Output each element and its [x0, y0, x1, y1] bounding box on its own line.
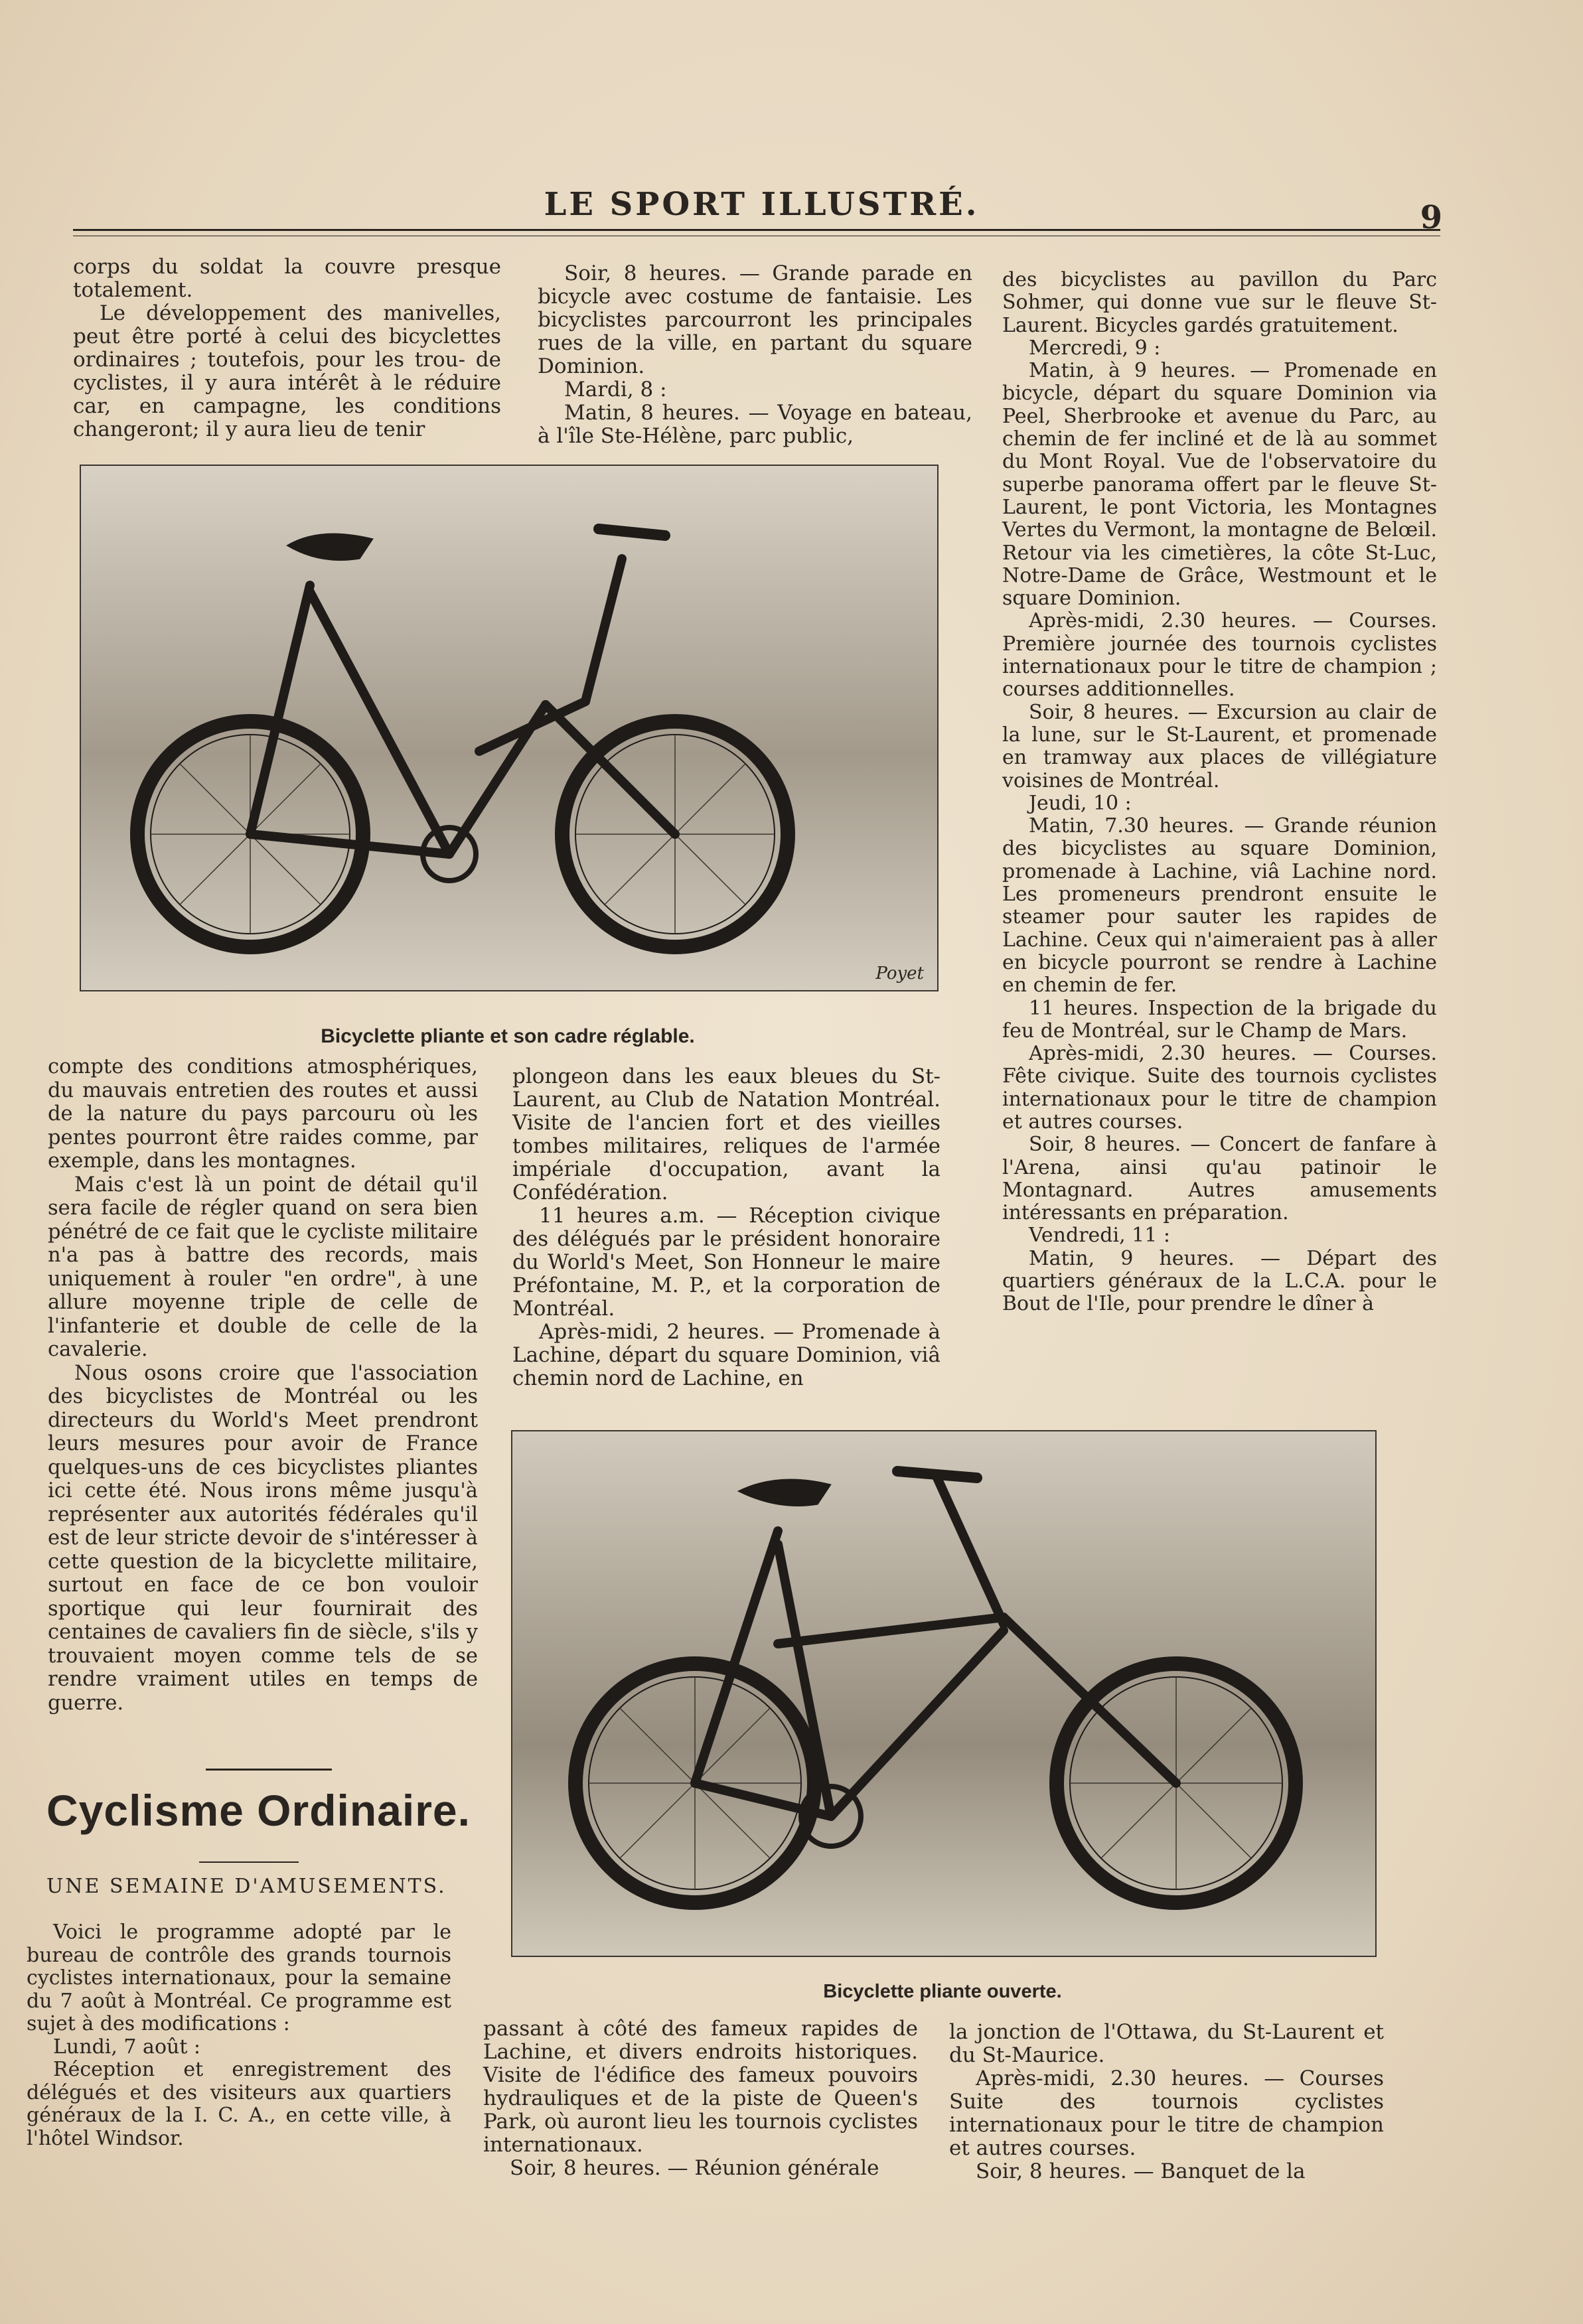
figure-caption-2: Bicyclette pliante ouverte. — [823, 1981, 1062, 2002]
column-1-bottom — [27, 1921, 451, 2150]
paragraph: Matin, 8 heures. — Voyage en bateau, à l'île Ste-Hélène, parc public, — [538, 401, 972, 448]
page-header — [73, 179, 1450, 236]
engraver-signature: Poyet — [875, 964, 924, 983]
paragraph: Voici le programme adopté par le bureau de contrôle des grands tournois cyclistes internationaux, pour la semaine du 7 août à Montréal. Ce programme est sujet à des modifications : — [27, 1921, 451, 2035]
paragraph: Après-midi, 2.30 heures. — Courses Suite des tournois cyclistes internationaux pour le titre de champion et autres courses. — [949, 2067, 1384, 2160]
masthead-title: LE SPORT ILLUSTRÉ. — [544, 186, 980, 223]
open-folding-bicycle-illustration — [511, 1430, 1377, 1957]
header-rule — [73, 229, 1440, 231]
paragraph: Jeudi, 10 : — [1029, 791, 1132, 815]
column-1-top — [73, 255, 501, 441]
paragraph: Vendredi, 11 : — [1029, 1224, 1170, 1248]
paragraph: Mais c'est là un point de détail qu'il sera facile de régler quand on sera bien pénétré de ce fait que le cycliste militaire n'a pas à battre des records, mais uniquement à rouler "en ordre", à une allure moyenne triple de celle de l'infanterie et double de celle de la cavalerie. — [48, 1173, 478, 1361]
section-subtitle: UNE SEMAINE D'AMUSEMENTS. — [46, 1875, 447, 1898]
column-2-bottom — [483, 2017, 918, 2180]
paragraph: Matin, 7.30 heures. — Grande réunion des bicyclistes au square Dominion, promenade à Lachine, viâ Lachine nord. Les promeneurs prendront ensuite le steamer pour sauter les rapides de Lachine. Ceux qui n'aimeraient pas à aller en bicycle pourront se rendre à Lachine en chemin de fer. — [1002, 814, 1437, 997]
page-number: 9 — [1420, 199, 1442, 236]
paragraph: Soir, 8 heures. — Grande parade en bicycle avec costume de fantaisie. Les bicyclistes parcourront les principales rues de la ville, en partant du square Dominion. — [538, 261, 972, 378]
section-divider-small — [199, 1861, 299, 1863]
paragraph: Matin, 9 heures. — Départ des quartiers généraux de la L.C.A. pour le Bout de l'Ile, pour prendre le dîner à — [1002, 1246, 1437, 1316]
paragraph: Matin, à 9 heures. — Promenade en bicycle, départ du square Dominion via Peel, Sherbrooke et avenue du Parc, au chemin de fer incliné et de là au sommet du Mont Royal. Vue de l'observatoire du superbe panorama offert par le fleuve St-Laurent, le pont Victoria, les Montagnes Vertes du Vermont, la montagne de Belœil. Retour via les cimetières, la côte St-Luc, Notre-Dame de Grâce, Westmount et le square Dominion. — [1002, 359, 1437, 611]
column-2-top — [538, 262, 972, 448]
paragraph: Après-midi, 2.30 heures. — Courses. Fête civique. Suite des tournois cyclistes internationaux pour le titre de champion et autres courses. — [1002, 1042, 1437, 1133]
paragraph: des bicyclistes au pavillon du Parc Sohmer, qui donne vue sur le fleuve St-Laurent. Bicycles gardés gratuitement. — [1002, 268, 1437, 337]
folding-bicycle-illustration — [80, 465, 939, 991]
paragraph: Après-midi, 2 heures. — Promenade à Lachine, départ du square Dominion, viâ chemin nord de Lachine, en — [512, 1320, 941, 1390]
figure-caption-1: Bicyclette pliante et son cadre réglable. — [321, 1025, 695, 1047]
paragraph: Après-midi, 2.30 heures. — Courses. Première journée des tournois cyclistes internationaux pour le titre de champion ; courses additionnelles. — [1002, 609, 1437, 701]
paragraph: Le développement des manivelles, peut être porté à celui des bicyclettes ordinaires ; toutefois, pour les trou- de cyclistes, il y aura intérêt à le réduire car, en campagne, les conditions changeront; il y aura lieu de tenir — [73, 301, 501, 441]
column-2-middle — [512, 1065, 941, 1390]
section-divider — [206, 1769, 332, 1771]
paragraph: Soir, 8 heures. — Concert de fanfare à l'Arena, ainsi qu'au patinoir le Montagnard. Autres amusements intéressants en préparation. — [1002, 1133, 1437, 1225]
paragraph: Soir, 8 heures. — Réunion générale — [510, 2156, 879, 2180]
paragraph: plongeon dans les eaux bleues du St-Laurent, au Club de Natation Montréal. Visite de l'ancien fort et des vieilles tombes militaires, reliques de l'armée impériale d'occupation, avant la Confédération. — [512, 1064, 941, 1204]
column-3-bottom — [949, 2021, 1384, 2183]
paragraph: Lundi, 7 août : — [53, 2035, 201, 2059]
paragraph: 11 heures. Inspection de la brigade du feu de Montréal, sur le Champ de Mars. — [1002, 996, 1437, 1043]
paragraph: passant à côté des fameux rapides de Lachine, et divers endroits historiques. Visite de l'édifice des fameux pouvoirs hydrauliques et de la piste de Queen's Park, où auront lieu les tournois cyclistes internationaux. — [483, 2017, 918, 2157]
section-title: Cyclisme Ordinaire. — [46, 1786, 471, 1835]
paragraph: Mardi, 8 : — [564, 378, 667, 401]
paragraph: corps du soldat la couvre presque totalement. — [73, 255, 501, 302]
paragraph: compte des conditions atmosphériques, du mauvais entretien des routes et aussi de la nature du pays parcouru où les pentes pourront être raides comme, par exemple, dans les montagnes. — [48, 1055, 478, 1173]
paragraph: Réception et enregistrement des délégués et des visiteurs aux quartiers généraux de la I. C. A., en cette ville, à l'hôtel Windsor. — [27, 2058, 451, 2150]
paragraph: Nous osons croire que l'association des bicyclistes de Montréal ou les directeurs du World's Meet prendront leurs mesures pour avoir de France quelques-uns de ces bicyclistes pliantes ici cette été. Nous irons même jusqu'à représenter aux autorités fédérales qu'il est de leur stricte devoir de s'intéresser à cette question de la bicyclette militaire, surtout en face de ce bon vouloir sportique qui leur fournirait des centaines de cavaliers fin de siècle, s'ils y trouvaient moyen comme tels de se rendre vraiment utiles en temps de guerre. — [48, 1361, 478, 1715]
paragraph: Mercredi, 9 : — [1029, 336, 1161, 360]
paragraph: la jonction de l'Ottawa, du St-Laurent et du St-Maurice. — [949, 2020, 1384, 2067]
paragraph: Soir, 8 heures. — Excursion au clair de la lune, sur le St-Laurent, et promenade en tramway aux places de villégiature voisines de Montréal. — [1002, 700, 1437, 792]
column-3 — [1002, 269, 1437, 1316]
paragraph: Soir, 8 heures. — Banquet de la — [976, 2159, 1306, 2183]
paragraph: 11 heures a.m. — Réception civique des délégués par le président honoraire du World's Meet, Son Honneur le maire Préfontaine, M. P., et la corporation de Montréal. — [512, 1204, 941, 1321]
column-1-middle — [48, 1055, 478, 1715]
